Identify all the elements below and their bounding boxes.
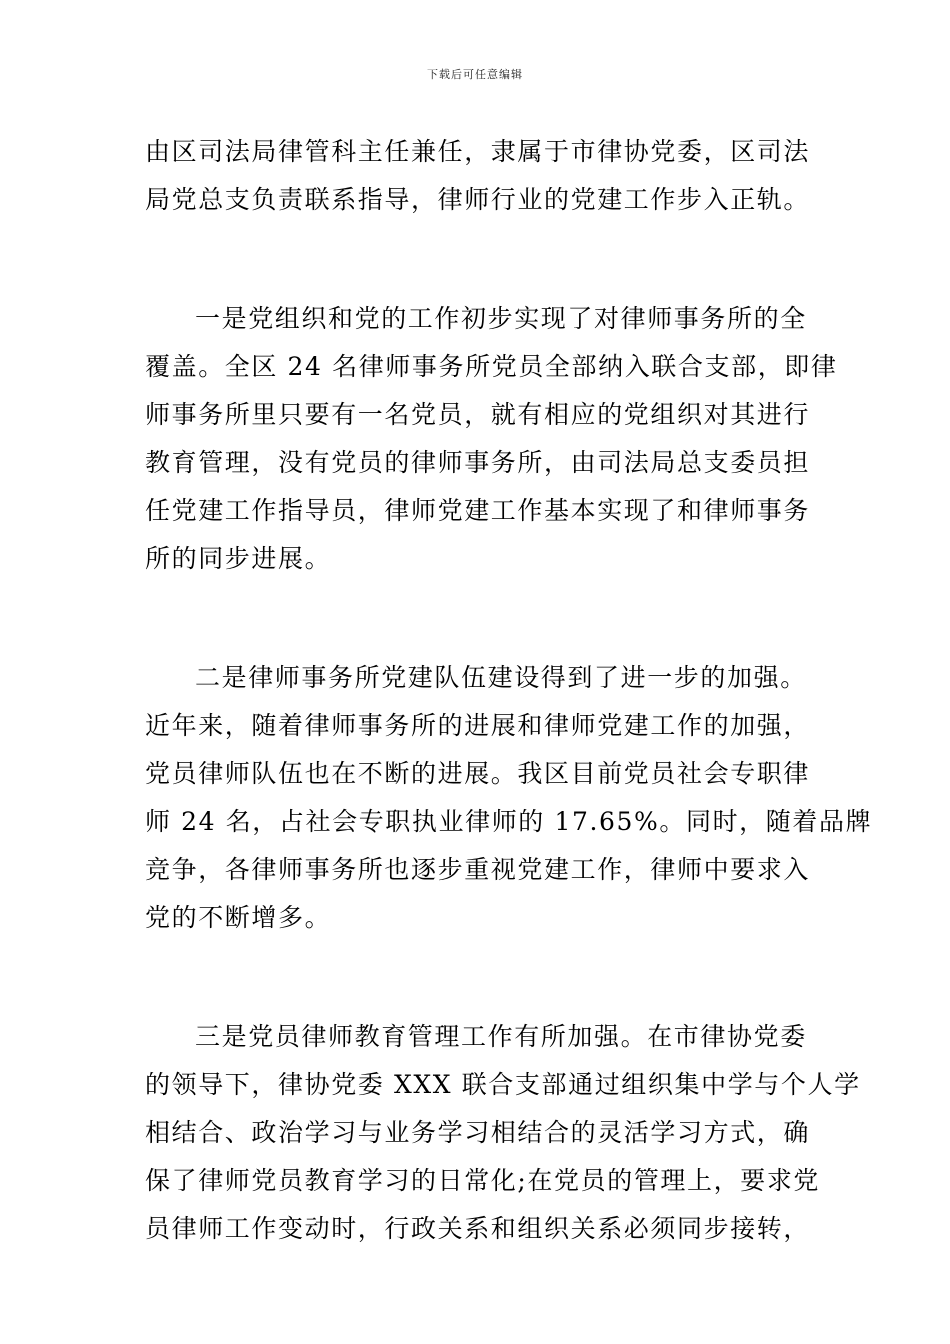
text-line: 覆盖。全区 24 名律师事务所党员全部纳入联合支部，即律 [145,352,838,381]
text-line: 师 24 名，占社会专职执业律师的 17.65%。同时，随着品牌 [145,807,873,836]
text-line: 任党建工作指导员，律师党建工作基本实现了和律师事务 [145,496,811,525]
text-line: 三是党员律师教育管理工作有所加强。在市律协党委 [195,1022,807,1051]
text-line: 保了律师党员教育学习的日常化;在党员的管理上，要求党 [145,1166,821,1195]
text-line: 竞争，各律师事务所也逐步重视党建工作，律师中要求入 [145,855,811,884]
document-body [145,128,873,1253]
text-line: 二是律师事务所党建队伍建设得到了进一步的加强。 [195,663,807,692]
text-line: 所的同步进展。 [145,544,332,573]
paragraph-2 [145,295,838,583]
text-line: 师事务所里只要有一名党员，就有相应的党组织对其进行 [145,400,811,429]
text-line: 的领导下，律协党委 XXX 联合支部通过组织集中学与个人学 [145,1070,861,1099]
text-line: 近年来，随着律师事务所的进展和律师党建工作的加强， [145,711,811,740]
text-line: 由区司法局律管科主任兼任，隶属于市律协党委，区司法 [145,137,811,166]
header-note: 下载后可任意编辑 [427,68,523,81]
text-line: 党的不断增多。 [145,903,332,932]
text-line: 党员律师队伍也在不断的进展。我区目前党员社会专职律 [145,759,811,788]
text-line: 一是党组织和党的工作初步实现了对律师事务所的全 [195,304,807,333]
text-line: 员律师工作变动时，行政关系和组织关系必须同步接转， [145,1214,811,1243]
text-line: 教育管理，没有党员的律师事务所，由司法局总支委员担 [145,448,811,477]
paragraph-3 [145,654,873,942]
paragraph-4 [145,1013,861,1253]
text-line: 局党总支负责联系指导，律师行业的党建工作步入正轨。 [145,185,811,214]
paragraph-1 [145,128,810,224]
text-line: 相结合、政治学习与业务学习相结合的灵活学习方式，确 [145,1118,811,1147]
